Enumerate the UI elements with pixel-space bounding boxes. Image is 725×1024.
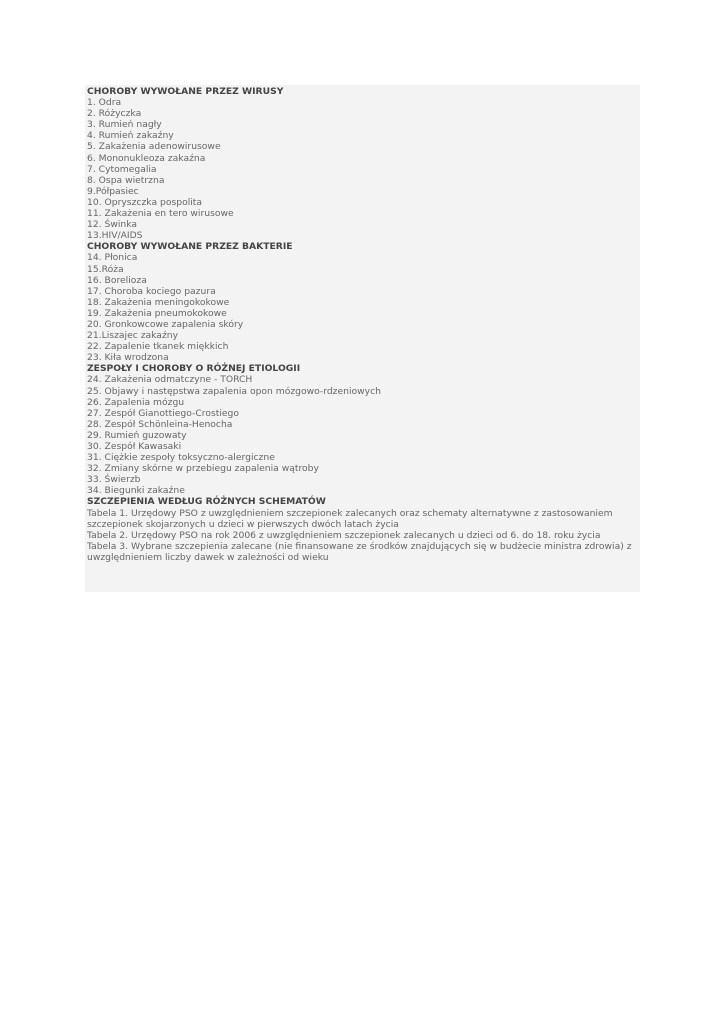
list-item: 28. Zespół Schönleina-Henocha xyxy=(87,418,233,430)
list-item: 23. Kiła wrodzona xyxy=(87,352,169,364)
list-item: 18. Zakażenia meningokokowe xyxy=(87,296,230,308)
content-box xyxy=(85,85,640,592)
list-item: 4. Rumień zakaźny xyxy=(87,130,174,142)
list-item: 14. Płonica xyxy=(87,252,138,264)
list-item: 32. Zmiany skórne w przebiegu zapalenia wątroby xyxy=(87,463,319,475)
section-heading-syndromes: ZESPOŁY I CHOROBY O RÓŻNEJ ETIOLOGII xyxy=(87,363,301,375)
list-item: 11. Zakażenia en tero wirusowe xyxy=(87,208,234,220)
list-item: 20. Gronkowcowe zapalenia skóry xyxy=(87,318,244,330)
list-item: 8. Ospa wietrzna xyxy=(87,174,165,186)
list-item: 21.Liszajec zakaźny xyxy=(87,330,179,342)
section-heading-vaccinations: SZCZEPIENIA WEDŁUG RÓŻNYCH SCHEMATÓW xyxy=(87,496,326,508)
list-item: 27. Zespół Gianottiego-Crostiego xyxy=(87,407,240,419)
list-item: 7. Cytomegalia xyxy=(87,163,157,175)
section-heading-bacteria: CHOROBY WYWOŁANE PRZEZ BAKTERIE xyxy=(87,241,293,253)
list-item: 26. Zapalenia mózgu xyxy=(87,396,185,408)
list-item: 24. Zakażenia odmatczyne - TORCH xyxy=(87,374,253,386)
list-item: 15.Róża xyxy=(87,263,124,275)
list-item: 9.Półpasiec xyxy=(87,185,139,197)
list-item: 19. Zakażenia pneumokokowe xyxy=(87,307,227,319)
list-item: 10. Opryszczka pospolita xyxy=(87,196,203,208)
list-item: 22. Zapalenie tkanek miękkich xyxy=(87,341,229,353)
section-heading-viruses: CHOROBY WYWOŁANE PRZEZ WIRUSY xyxy=(87,86,284,97)
list-item: 12. Świnka xyxy=(87,219,138,231)
list-item: Tabela 1. Urzędowy PSO z uwzględnieniem szczepionek zalecanych oraz schematy alternatywne z zastosowaniem szczepionek skojarzonych u dzieci w pierwszych dwóch latach życia xyxy=(87,507,613,530)
list-item: 2. Różyczka xyxy=(87,108,142,120)
list-item: 17. Choroba kociego pazura xyxy=(87,285,216,297)
list-item: 33. Świerzb xyxy=(87,474,141,486)
list-item: 13.HIV/AIDS xyxy=(87,230,143,242)
list-item: Tabela 2. Urzędowy PSO na rok 2006 z uwzględnieniem szczepionek zalecanych u dzieci od 6. do 18. roku życia xyxy=(87,529,601,541)
list-item: 25. Objawy i następstwa zapalenia opon mózgowo-rdzeniowych xyxy=(87,385,381,397)
list-item: 3. Rumień nagły xyxy=(87,119,162,131)
list-item: 31. Ciężkie zespoły toksyczno-alergiczne xyxy=(87,452,275,464)
list-item: 1. Odra xyxy=(87,97,122,109)
list-item: 16. Borelioza xyxy=(87,274,147,286)
list-item: Tabela 3. Wybrane szczepienia zalecane (nie finansowane ze środków znajdujących się w budżecie ministra zdrowia) z uwzględnieniem liczby dawek w zależności od wieku xyxy=(87,540,632,563)
list-item: 29. Rumień guzowaty xyxy=(87,429,187,441)
list-item: 34. Biegunki zakaźne xyxy=(87,485,185,497)
list-item: 30. Zespół Kawasaki xyxy=(87,441,182,452)
list-item: 6. Mononukleoza zakaźna xyxy=(87,152,206,164)
list-item: 5. Zakażenia adenowirusowe xyxy=(87,141,221,153)
